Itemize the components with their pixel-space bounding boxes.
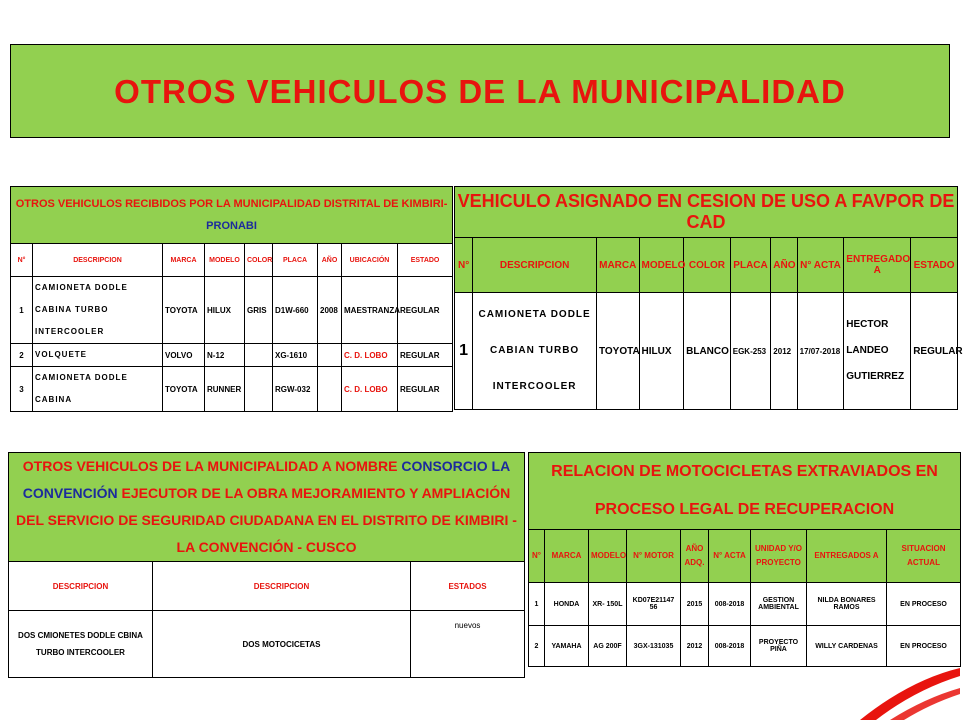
row-anio [318, 344, 342, 367]
col-header: COLOR [245, 244, 273, 277]
row-marca: HONDA [545, 583, 589, 626]
col-header: SITUACION ACTUAL [887, 530, 961, 583]
row-ubicacion: C. D. LOBO [342, 344, 398, 367]
row-number: 2 [529, 626, 545, 667]
row-modelo: RUNNER [205, 367, 245, 412]
consorcio-table-title [9, 453, 525, 562]
row-anio: 2008 [318, 277, 342, 344]
col-header: AÑO ADQ. [681, 530, 709, 583]
row-motor: KD07E21147 56 [627, 583, 681, 626]
row-anio [318, 367, 342, 412]
row-color: BLANCO [684, 293, 731, 410]
row-placa: XG-1610 [273, 344, 318, 367]
col-header: MARCA [596, 238, 639, 293]
col-header: DESCRIPCION [153, 562, 411, 611]
consorcio-vehicles-table [8, 452, 525, 678]
col-header: UBICACIÓN [342, 244, 398, 277]
col-header: DESCRIPCION [9, 562, 153, 611]
row-estado: nuevos [411, 611, 525, 678]
row-situacion: EN PROCESO [887, 583, 961, 626]
row-estado: REGULAR [911, 293, 958, 410]
table-row [11, 367, 453, 412]
assigned-table-title: VEHICULO ASIGNADO EN CESION DE USO A FAVPOR DE CAD [455, 187, 958, 238]
row-estado: REGULAR [398, 277, 453, 344]
col-header: ENTREGADOS A [807, 530, 887, 583]
title-banner [10, 44, 950, 138]
col-header: MODELO [205, 244, 245, 277]
row-description: DOS CMIONETES DODLE CBINA TURBO INTERCOOLER [9, 611, 153, 678]
col-header: AÑO [771, 238, 797, 293]
table-row [11, 344, 453, 367]
row-placa: EGK-253 [730, 293, 771, 410]
row-entregado: HECTOR LANDEO GUTIERREZ [844, 293, 911, 410]
decorative-swoosh-icon [820, 660, 960, 720]
received-table-title [11, 187, 453, 244]
row-entregado: WILLY CARDENAS [807, 626, 887, 667]
page-title: OTROS VEHICULOS DE LA MUNICIPALIDAD [114, 73, 846, 110]
row-modelo: XR- 150L [589, 583, 627, 626]
col-header: ENTREGADO A [844, 238, 911, 293]
row-modelo: AG 200F [589, 626, 627, 667]
motorcycles-table-title: RELACION DE MOTOCICLETAS EXTRAVIADOS EN PROCESO LEGAL DE RECUPERACION [529, 453, 961, 530]
col-header: DESCRIPCION [473, 238, 597, 293]
row-ubicacion: C. D. LOBO [342, 367, 398, 412]
row-modelo: HILUX [205, 277, 245, 344]
row-number: 3 [11, 367, 33, 412]
row-description: VOLQUETE [33, 344, 163, 367]
table-row [529, 583, 961, 626]
row-description: CAMIONETA DODLE CABINA [33, 367, 163, 412]
row-marca: YAMAHA [545, 626, 589, 667]
assigned-vehicle-table [454, 186, 963, 410]
row-modelo: N-12 [205, 344, 245, 367]
row-marca: VOLVO [163, 344, 205, 367]
col-header: MODELO [639, 238, 684, 293]
col-header: ESTADO [398, 244, 453, 277]
row-number: 1 [529, 583, 545, 626]
col-header: PLACA [273, 244, 318, 277]
received-vehicles-table [10, 186, 453, 412]
col-header: PLACA [730, 238, 771, 293]
row-acta: 17/07-2018 [797, 293, 844, 410]
row-estado: REGULAR [398, 344, 453, 367]
received-title-text: OTROS VEHICULOS RECIBIDOS POR LA MUNICIPALIDAD DISTRITAL DE KIMBIRI- [15, 198, 448, 210]
row-acta: 008-2018 [709, 583, 751, 626]
row-description: CAMIONETA DODLE CABINA TURBO INTERCOOLER [33, 277, 163, 344]
row-color: GRIS [245, 277, 273, 344]
row-estado: REGULAR [398, 367, 453, 412]
col-header: ESTADOS [411, 562, 525, 611]
table-row [455, 293, 958, 410]
row-number: 2 [11, 344, 33, 367]
row-marca: TOYOTA [163, 277, 205, 344]
table-row [11, 277, 453, 344]
row-description: CAMIONETA DODLE CABIAN TURBO INTERCOOLER [473, 293, 597, 410]
col-header: N° [11, 244, 33, 277]
col-header: MARCA [545, 530, 589, 583]
col-header: ESTADO [911, 238, 958, 293]
row-color [245, 344, 273, 367]
row-acta: 008-2018 [709, 626, 751, 667]
row-unidad: GESTION AMBIENTAL [751, 583, 807, 626]
row-number: 1 [11, 277, 33, 344]
col-header: COLOR [684, 238, 731, 293]
row-marca: TOYOTA [163, 367, 205, 412]
col-header: DESCRIPCION [33, 244, 163, 277]
row-description-2: DOS MOTOCICETAS [153, 611, 411, 678]
row-modelo: HILUX [639, 293, 684, 410]
received-title-highlight: PRONABI [206, 220, 257, 232]
consorcio-title-text: OTROS VEHICULOS DE LA MUNICIPALIDAD A NOMBRE [22, 458, 402, 474]
consorcio-title-text-2: EJECUTOR DE LA OBRA MEJORAMIENTO Y AMPLIACIÓN DEL SERVICIO DE SEGURIDAD CIUDADANA EN EL DISTRITO DE KIMBIRI - LA CONVENCIÓN - CUSCO [16, 485, 517, 555]
row-entregado: NILDA BONARES RAMOS [807, 583, 887, 626]
row-anio: 2012 [771, 293, 797, 410]
row-motor: 3GX-131035 [627, 626, 681, 667]
row-placa: D1W-660 [273, 277, 318, 344]
motorcycles-table [528, 452, 961, 667]
row-placa: RGW-032 [273, 367, 318, 412]
col-header: N° ACTA [797, 238, 844, 293]
row-anio: 2012 [681, 626, 709, 667]
col-header: N° ACTA [709, 530, 751, 583]
col-header: AÑO [318, 244, 342, 277]
col-header: N° [455, 238, 473, 293]
col-header: N° [529, 530, 545, 583]
table-row [9, 611, 525, 678]
row-marca: TOYOTA [596, 293, 639, 410]
col-header: MODELO [589, 530, 627, 583]
row-ubicacion: MAESTRANZA [342, 277, 398, 344]
row-unidad: PROYECTO PIÑA [751, 626, 807, 667]
row-situacion: EN PROCESO [887, 626, 961, 667]
row-anio: 2015 [681, 583, 709, 626]
col-header: UNIDAD Y/O PROYECTO [751, 530, 807, 583]
col-header: MARCA [163, 244, 205, 277]
col-header: N° MOTOR [627, 530, 681, 583]
row-number: 1 [455, 293, 473, 410]
consorcio-title-highlight: CONSORCIO LA CONVENCIÓN [22, 458, 511, 501]
row-color [245, 367, 273, 412]
